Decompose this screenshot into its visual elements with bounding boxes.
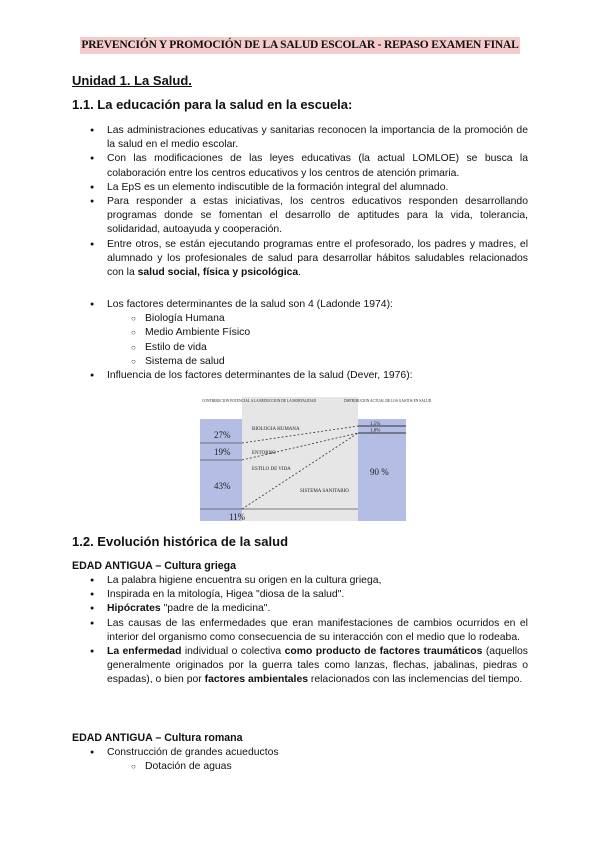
- right-column-title: DISTRIBUCION ACTUAL DE LOS GASTOS EN SALUD: [344, 399, 432, 403]
- factor-item: ○ Medio Ambiente Físico: [131, 326, 528, 340]
- text-run: "padre de la medicina".: [160, 603, 271, 615]
- text-run: individual o colectiva: [181, 646, 285, 658]
- factor-item: ○ Sistema de salud: [131, 355, 528, 369]
- left-value-health-system: 11%: [229, 512, 246, 522]
- factor-item: ○ Biología Humana: [131, 312, 528, 326]
- left-value-biology: 27%: [214, 430, 231, 440]
- list-item: ● La EpS es un elemento indiscutible de la formación integral del alumnado.: [90, 181, 528, 195]
- factors-intro: Los factores determinantes de la salud son 4 (Ladonde 1974):: [107, 299, 393, 310]
- figure-gray-band: [242, 397, 358, 521]
- factor-item: ○ Estilo de vida: [131, 341, 528, 355]
- dever-figure-graphic: [200, 397, 432, 522]
- text-run: relacionados con las inclemencias del tiempo.: [308, 674, 523, 686]
- left-column-title: CONTRIBUCION POTENCIAL A LA REDUCCION DE LA MORTALIDAD: [202, 399, 317, 403]
- right-value-biology: 1,5%: [370, 422, 381, 427]
- roman-list: [90, 746, 528, 774]
- document-header: PREVENCIÓN Y PROMOCIÓN DE LA SALUD ESCOLAR - REPASO EXAMEN FINAL: [80, 37, 520, 54]
- left-value-environment: 19%: [214, 447, 231, 457]
- label-health-system: SISTEMA SANITARIO: [300, 489, 349, 494]
- list-item: ● Las causas de las enfermedades que eran manifestaciones de cambios ocurridos en el interior del organismo como consecuencia de su interacción con el medio que lo rodeaba.: [90, 617, 528, 645]
- bold-text: factores ambientales: [204, 674, 308, 686]
- list-item: [90, 746, 528, 774]
- list-item: ● La palabra higiene encuentra su origen en la cultura griega,: [90, 574, 528, 588]
- label-lifestyle: ESTILO DE VIDA: [252, 467, 291, 472]
- text-run: Entre otros, se están ejecutando programas entre el profesorado, los padres y madres, el alumnado y los profesionales de salud para desarrollar hábitos saludables relacionados con la: [107, 238, 528, 279]
- list-item: [90, 298, 528, 369]
- list-item: [90, 602, 528, 616]
- left-value-lifestyle: 43%: [214, 481, 231, 491]
- right-value-environment: 1,6%: [370, 428, 381, 434]
- section-1-2-heading: 1.2. Evolución histórica de la salud: [72, 534, 289, 549]
- unit-title: Unidad 1. La Salud.: [72, 73, 192, 88]
- era-roman-heading: EDAD ANTIGUA – Cultura romana: [72, 732, 243, 744]
- label-environment: ENTORNO: [252, 451, 276, 456]
- bold-text: La enfermedad: [107, 646, 182, 658]
- right-value-health-system: 90 %: [370, 467, 389, 477]
- roman-sublist: [107, 760, 528, 774]
- text-run: .: [298, 267, 302, 279]
- list-item: ● Para responder a estas iniciativas, los centros educativos responden desarrollando programas donde se fomentan el desarrollo de aptitudes para la vida, tolerancia, solidaridad, autoayuda y cooperación.: [90, 195, 528, 238]
- text-run: Construcción de grandes acueductos: [107, 747, 279, 758]
- factors-sublist: [107, 312, 528, 369]
- section-1-1-heading: 1.1. La educación para la salud en la escuela:: [72, 97, 353, 112]
- bold-text: salud social, física y psicológica: [137, 267, 299, 279]
- sub-list-item: ○ Dotación de aguas: [131, 760, 528, 774]
- dever-figure: [200, 397, 432, 522]
- list-item: [90, 645, 528, 688]
- bold-text: Hipócrates: [107, 603, 161, 615]
- era-greek-heading: EDAD ANTIGUA – Cultura griega: [72, 560, 237, 572]
- list-item: ● Con las modificaciones de las leyes educativas (la actual LOMLOE) se busca la colaboración entre los centros educativos y los centros de atención primaria.: [90, 152, 528, 180]
- list-item: ● Influencia de los factores determinantes de la salud (Dever, 1976):: [90, 369, 528, 383]
- bold-text: como producto de factores traumáticos: [284, 646, 483, 658]
- factors-list: [90, 298, 528, 383]
- list-item: [90, 238, 528, 281]
- greek-list: [90, 574, 528, 688]
- list-item: ● Las administraciones educativas y sanitarias reconocen la importancia de la promoción de la salud en el medio escolar.: [90, 124, 528, 152]
- section-1-1-list: [90, 124, 528, 280]
- text-run: (aquellos generalmente originados por la guerra tales como lanzas, flechas, jabalinas, piedras o espadas), o bien por: [107, 646, 528, 686]
- list-item: ● Inspirada en la mitología, Higea "diosa de la salud".: [90, 588, 528, 602]
- label-biology: BIOLOGIA HUMANA: [252, 427, 300, 432]
